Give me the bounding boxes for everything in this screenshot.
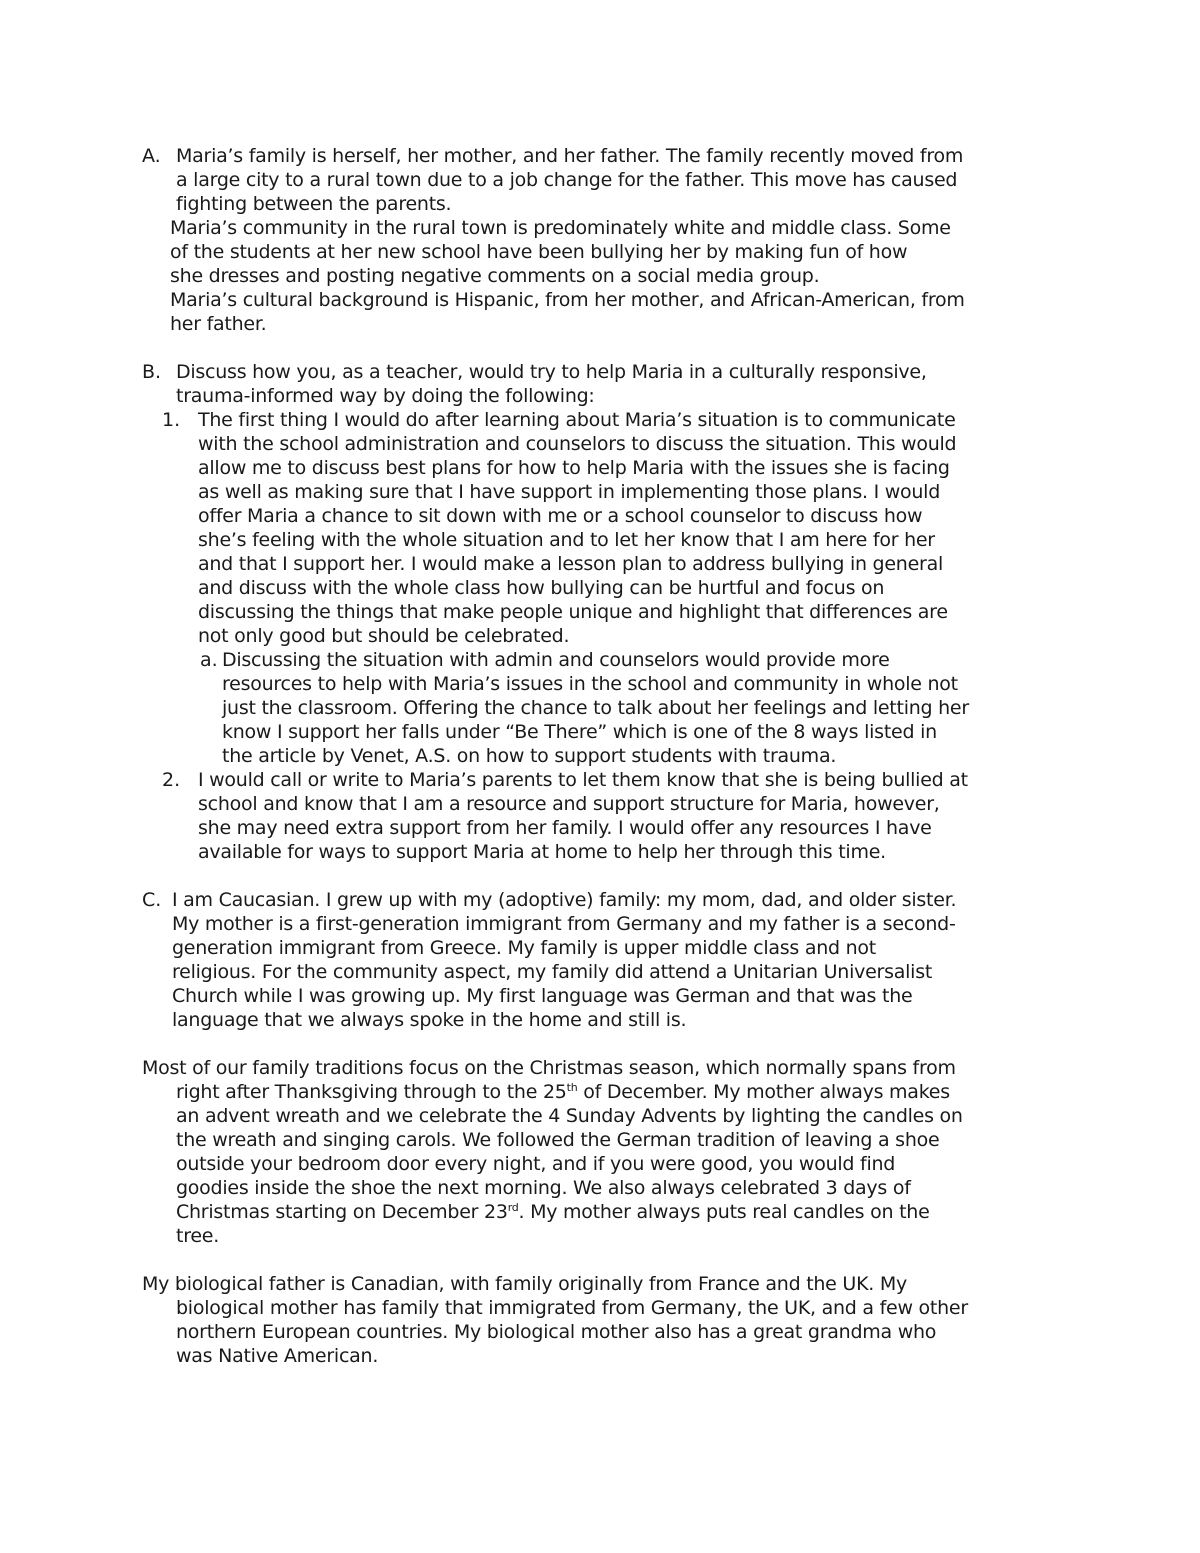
section-c-background-paragraph: I am Caucasian. I grew up with my (adoptive) family: my mom, dad, and older sister. My mother is a first-generation immigrant from Germany and my father is a second- generation immigrant from Greece. My family is upper middle class and not religious. For the community aspect, my family did attend a Unitarian Universalist Church while I was growing up. My first language was German and that was the language that we always spoke in the home and still is. xyxy=(172,889,957,1031)
traditions-line-2 xyxy=(142,1081,950,1103)
section-a-community-paragraph: Maria’s community in the rural town is predominately white and middle class. Some of the students at her new school have been bullying her by making fun of how she dresses and posting negative comments on a social media group. xyxy=(170,217,951,287)
traditions-line-8-text: Christmas starting on December 23 xyxy=(176,1201,508,1223)
traditions-line-2-rest: of December. My mother always makes xyxy=(577,1081,950,1103)
section-b-intro: Discuss how you, as a teacher, would try to help Maria in a culturally responsive, trauma-informed way by doing the following: xyxy=(176,361,927,407)
biological-line-1: My biological father is Canadian, with family originally from France and the UK. My xyxy=(142,1273,907,1295)
biological-rest: biological mother has family that immigrated from Germany, the UK, and a few other northern European countries. My biological mother also has a great grandma who was Native American. xyxy=(176,1297,968,1367)
traditions-line-2-text: right after Thanksgiving through to the 25 xyxy=(176,1081,567,1103)
biological-family-paragraph xyxy=(142,1272,1082,1368)
section-b-marker: B. xyxy=(142,361,162,383)
section-b-item-1a: Discussing the situation with admin and counselors would provide more resources to help with Maria’s issues in the school and community in whole not just the classroom. Offering the chance to talk about her feelings and letting her know I support her falls under “Be There” which is one of the 8 ways listed in the article by Venet, A.S. on how to support students with trauma. xyxy=(222,649,969,767)
section-b-item-2: I would call or write to Maria’s parents to let them know that she is being bullied at school and know that I am a resource and support structure for Maria, however, she may need extra support from her family. I would offer any resources I have available for ways to support Maria at home to help her through this time. xyxy=(198,769,968,863)
section-b-item-1: The first thing I would do after learning about Maria’s situation is to communicate with the school administration and counselors to discuss the situation. This would allow me to discuss best plans for how to help Maria with the issues she is facing as well as making sure that I have support in implementing those plans. I would offer Maria a chance to sit down with me or a school counselor to discuss how she’s feeling with the whole situation and to let her know that I am here for her and that I support her. I would make a lesson plan to address bullying in general and discuss with the whole class how bullying can be hurtful and focus on discussing the things that make people unique and highlight that differences are not only good but should be celebrated. xyxy=(198,409,957,647)
traditions-line-8 xyxy=(142,1201,930,1223)
traditions-line-1: Most of our family traditions focus on the Christmas season, which normally spans from xyxy=(142,1057,956,1079)
section-b-item-1-marker: 1. xyxy=(162,409,181,431)
traditions-paragraph xyxy=(142,1056,1082,1248)
traditions-middle: an advent wreath and we celebrate the 4 Sunday Advents by lighting the candles on the wreath and singing carols. We followed the German tradition of leaving a shoe outside your bedroom door every night, and if you were good, you would find goodies inside the shoe the next morning. We also always celebrated 3 days of xyxy=(176,1105,963,1199)
section-a-culture-paragraph: Maria’s cultural background is Hispanic, from her mother, and African-American, from her father. xyxy=(170,289,965,335)
traditions-line-9: tree. xyxy=(176,1225,220,1247)
traditions-line-8-rest: . My mother always puts real candles on the xyxy=(518,1201,930,1223)
ordinal-th: th xyxy=(566,1081,578,1094)
section-b-item-2-marker: 2. xyxy=(162,769,181,791)
section-a-marker: A. xyxy=(142,145,161,167)
section-b-item-1a-marker: a. xyxy=(200,649,218,671)
section-a-family-paragraph: Maria’s family is herself, her mother, and her father. The family recently moved from a large city to a rural town due to a job change for the father. This move has caused fighting between the parents. xyxy=(176,145,964,215)
ordinal-rd: rd xyxy=(507,1201,519,1214)
section-c-marker: C. xyxy=(142,889,162,911)
